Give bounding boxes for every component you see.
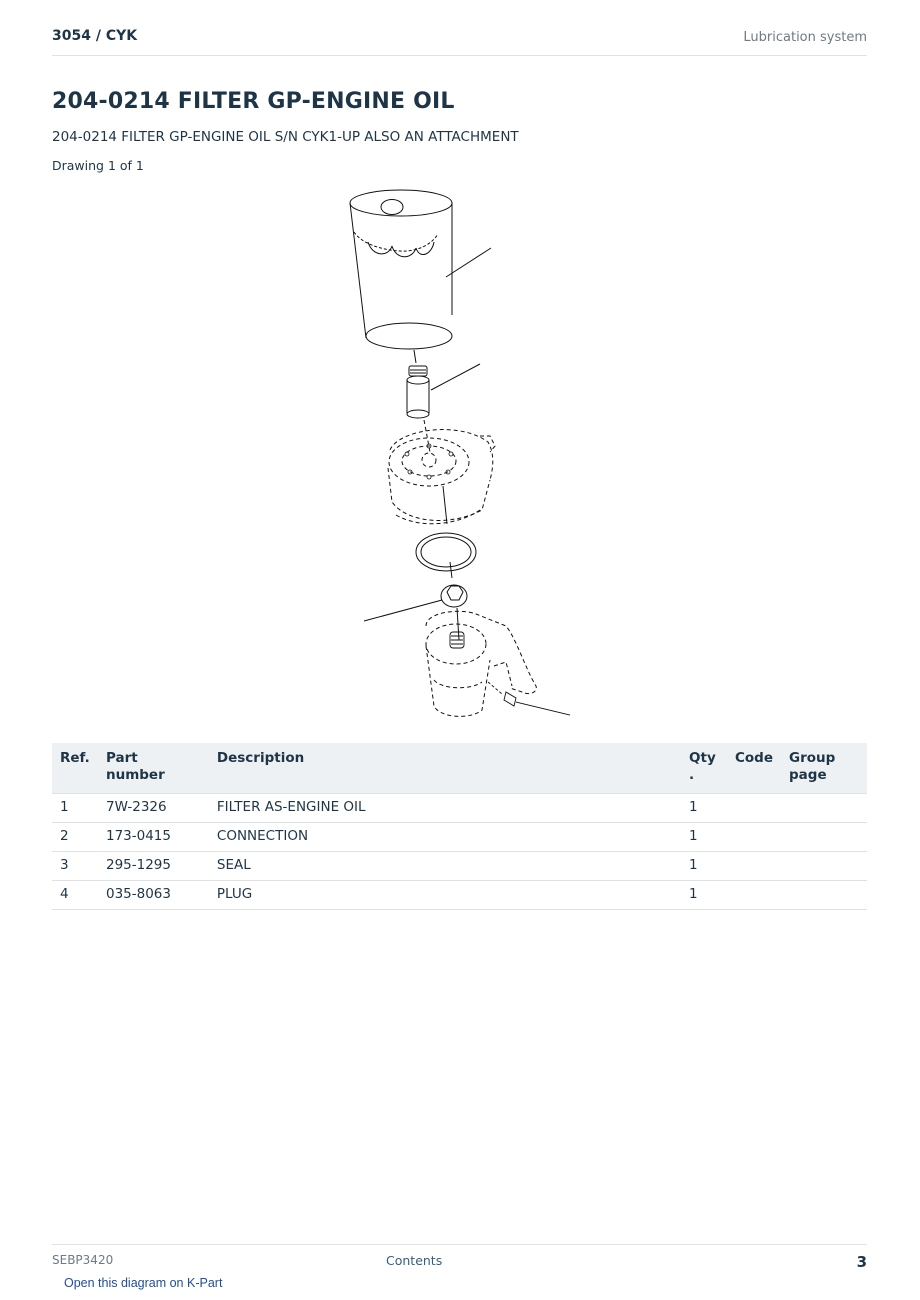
parts-table	[52, 743, 867, 910]
cell-group-page	[781, 852, 867, 881]
col-group-header-line1: Group	[789, 750, 836, 766]
cell-part-number: 173-0415	[98, 823, 209, 852]
cell-code	[727, 881, 781, 910]
kpart-diagram-link[interactable]: Open this diagram on K-Part	[64, 1276, 223, 1290]
col-qty-header	[681, 743, 727, 794]
page-subtitle: 204-0214 FILTER GP-ENGINE OIL S/N CYK1-UP ALSO AN ATTACHMENT	[52, 129, 519, 145]
oil-filter-drawing	[350, 190, 491, 363]
mounting-bracket-drawing	[426, 611, 536, 716]
cell-group-page	[781, 794, 867, 823]
contents-link[interactable]: Contents	[386, 1253, 443, 1268]
col-code-header: Code	[727, 743, 781, 794]
cell-code	[727, 794, 781, 823]
cell-ref: 2	[52, 823, 98, 852]
table-row	[52, 823, 867, 852]
seal-drawing	[416, 533, 476, 578]
exploded-parts-diagram	[330, 180, 590, 725]
cell-ref: 1	[52, 794, 98, 823]
drawing-count: Drawing 1 of 1	[52, 158, 144, 173]
cell-qty: 1	[681, 794, 727, 823]
table-row	[52, 794, 867, 823]
col-qty-header-line1: Qty	[689, 750, 716, 766]
cell-group-page	[781, 823, 867, 852]
cell-part-number: 7W-2326	[98, 794, 209, 823]
table-row	[52, 852, 867, 881]
cell-ref: 4	[52, 881, 98, 910]
col-group-page-header	[781, 743, 867, 794]
cell-group-page	[781, 881, 867, 910]
cell-part-number: 035-8063	[98, 881, 209, 910]
col-part-number-header: Part number	[98, 743, 209, 794]
cell-description: SEAL	[209, 852, 681, 881]
cell-description: CONNECTION	[209, 823, 681, 852]
filter-base-drawing	[388, 430, 495, 524]
page-footer	[52, 1244, 867, 1275]
cell-qty: 1	[681, 881, 727, 910]
page-header	[52, 28, 867, 56]
cell-ref: 3	[52, 852, 98, 881]
col-description-header: Description	[209, 743, 681, 794]
col-group-header-line2: page	[789, 767, 827, 783]
model-breadcrumb: 3054 / CYK	[52, 28, 138, 44]
section-name: Lubrication system	[743, 30, 867, 45]
cell-qty: 1	[681, 852, 727, 881]
page-title: 204-0214 FILTER GP-ENGINE OIL	[52, 89, 455, 114]
cell-description: PLUG	[209, 881, 681, 910]
col-ref-header: Ref.	[52, 743, 98, 794]
table-header-row	[52, 743, 867, 794]
document-id: SEBP3420	[52, 1253, 114, 1267]
cell-code	[727, 852, 781, 881]
cell-description: FILTER AS-ENGINE OIL	[209, 794, 681, 823]
page-number: 3	[856, 1253, 867, 1271]
table-row	[52, 881, 867, 910]
cell-code	[727, 823, 781, 852]
cell-part-number: 295-1295	[98, 852, 209, 881]
cell-qty: 1	[681, 823, 727, 852]
col-qty-header-line2: .	[689, 767, 695, 783]
